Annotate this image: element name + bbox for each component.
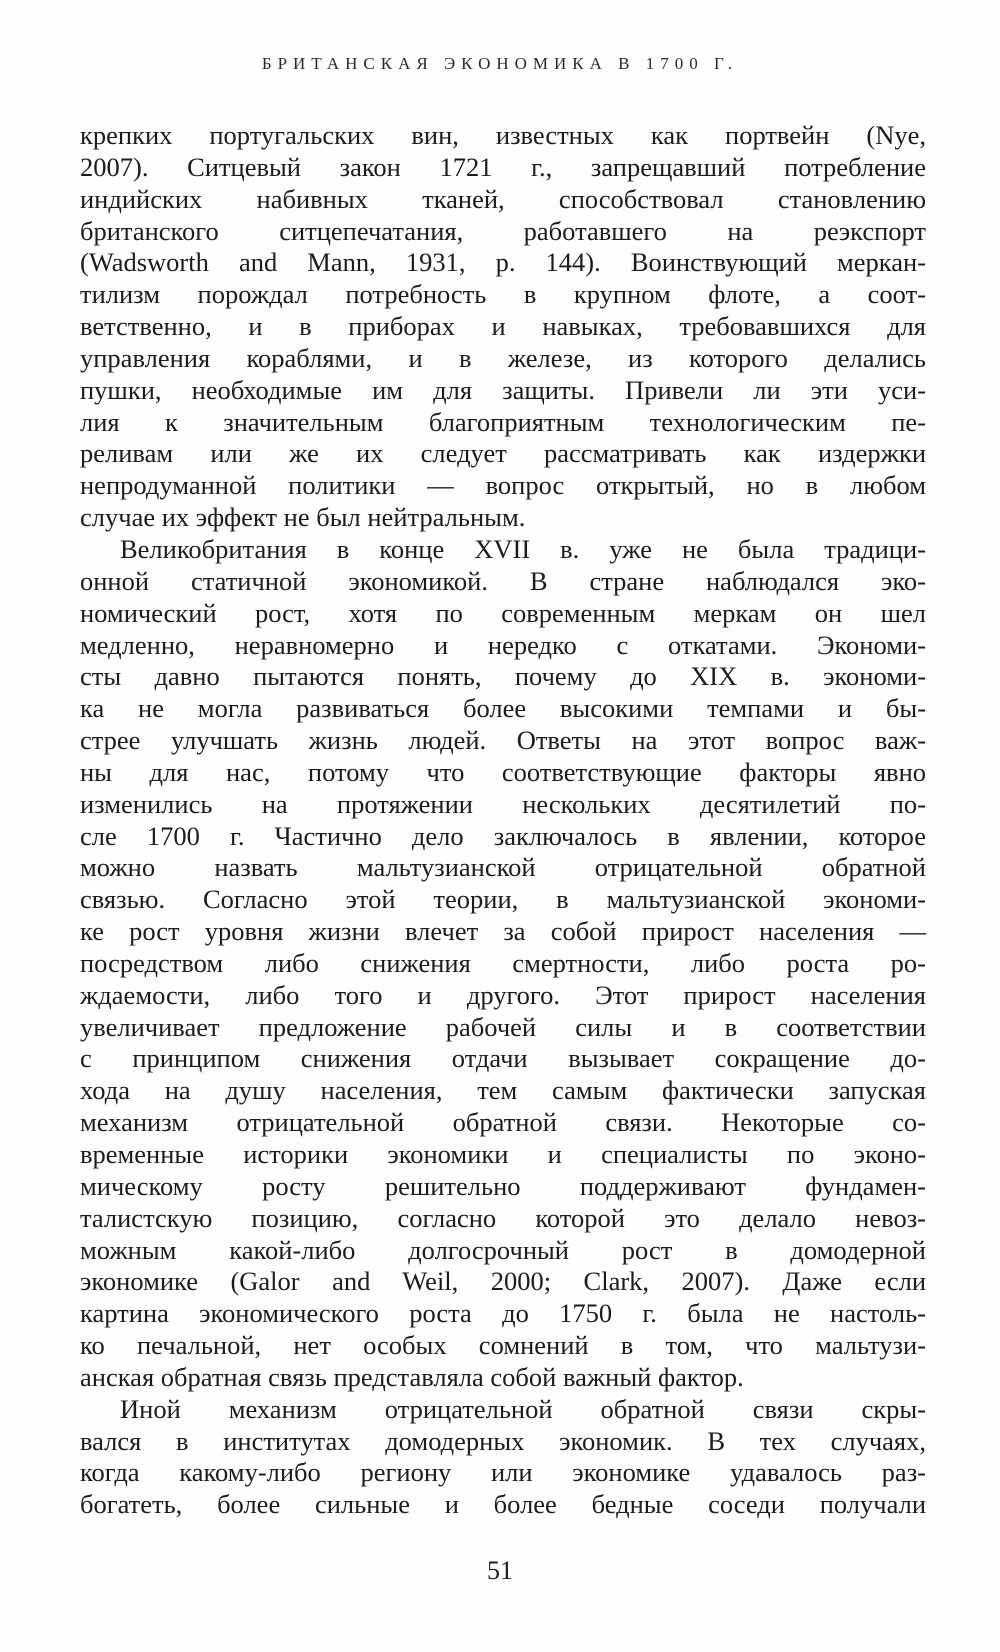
text-line: Иной механизм отрицательной обратной связи скры- (120, 1393, 926, 1424)
text-line: ветственно, и в приборах и навыках, требовавшихся для (80, 311, 926, 342)
text-line: крепких португальских вин, известных как портвейн (Nye, (80, 120, 926, 150)
paragraph (80, 1394, 926, 1521)
text-line: когда какому-либо региону или экономике удавалось раз- (80, 1457, 926, 1488)
text-line: вался в институтах домодерных экономик. В тех случаях, (80, 1425, 926, 1456)
text-line: ка не могла развиваться более высокими темпами и бы- (80, 693, 926, 724)
page-number: 51 (487, 1556, 513, 1585)
text-line: (Wadsworth and Mann, 1931, p. 144). Воинствующий меркан- (80, 247, 926, 278)
text-line: ко печальной, нет особых сомнений в том, что мальтузи- (80, 1330, 926, 1361)
text-line: можно назвать мальтузианской отрицательной обратной (80, 852, 926, 883)
running-head: БРИТАНСКАЯ ЭКОНОМИКА В 1700 Г. (261, 54, 739, 73)
text-line: пушки, необходимые им для защиты. Привели ли эти уси- (80, 374, 926, 405)
text-line: ны для нас, потому что соответствующие факторы явно (80, 756, 926, 787)
text-line: временные историки экономики и специалисты по эконо- (80, 1139, 926, 1169)
text-line: лия к значительным благоприятным технологическим пе- (80, 406, 926, 437)
text-line: стрее улучшать жизнь людей. Ответы на этот вопрос важ- (80, 725, 926, 756)
text-line: сле 1700 г. Частично дело заключалось в явлении, которое (80, 820, 926, 851)
text-line: случае их эффект не был нейтральным. (80, 502, 526, 533)
text-line: богатеть, более сильные и более бедные соседи получали (80, 1489, 926, 1520)
text-line: увеличивает предложение рабочей силы и в соответствии (80, 1011, 926, 1042)
text-line: можным какой-либо долгосрочный рост в домодерной (80, 1234, 926, 1265)
text-line: ке рост уровня жизни влечет за собой прирост населения — (80, 916, 926, 947)
text-line: Великобритания в конце XVII в. уже не была традици- (120, 533, 926, 564)
text-line: посредством либо снижения смертности, либо роста ро- (80, 947, 926, 978)
text-line: связью. Согласно этой теории, в мальтузианской экономи- (80, 884, 926, 915)
text-line: ждаемости, либо того и другого. Этот прирост населения (80, 979, 926, 1010)
paragraph (80, 120, 926, 534)
text-line: мическому росту решительно поддерживают фундамен- (80, 1170, 926, 1201)
text-line: управления кораблями, и в железе, из которого делались (80, 342, 926, 373)
text-line: тилизм порождал потребность в крупном флоте, а соот- (80, 279, 926, 310)
text-line: с принципом снижения отдачи вызывает сокращение до- (80, 1043, 926, 1074)
text-line: изменились на протяжении нескольких десятилетий по- (80, 788, 926, 819)
text-line: экономике (Galor and Weil, 2000; Clark, 2007). Даже если (80, 1266, 926, 1297)
text-line: номический рост, хотя по современным меркам он шел (80, 597, 926, 628)
text-line: индийских набивных тканей, способствовал становлению (80, 183, 926, 214)
text-line: реливам или же их следует рассматривать как издержки (80, 438, 926, 469)
text-line: картина экономического роста до 1750 г. была не настоль- (80, 1298, 926, 1329)
text-line: хода на душу населения, тем самым фактически запуская (80, 1075, 926, 1106)
text-line: анская обратная связь представляла собой важный фактор. (80, 1361, 744, 1392)
text-line: британского ситцепечатания, работавшего на реэкспорт (80, 215, 926, 246)
body-text (80, 120, 926, 1521)
text-line: талистскую позицию, согласно которой это делало невоз- (80, 1202, 926, 1233)
text-line: непродуманной политики — вопрос открытый, но в любом (80, 470, 926, 501)
text-line: сты давно пытаются понять, почему до XIX в. экономи- (80, 661, 926, 692)
text-line: медленно, неравномерно и нередко с откатами. Экономи- (80, 629, 926, 660)
text-line: онной статичной экономикой. В стране наблюдался эко- (80, 565, 926, 596)
paragraph (80, 534, 926, 1394)
text-line: 2007). Ситцевый закон 1721 г., запрещавший потребление (80, 151, 926, 182)
text-line: механизм отрицательной обратной связи. Некоторые со- (80, 1107, 926, 1138)
